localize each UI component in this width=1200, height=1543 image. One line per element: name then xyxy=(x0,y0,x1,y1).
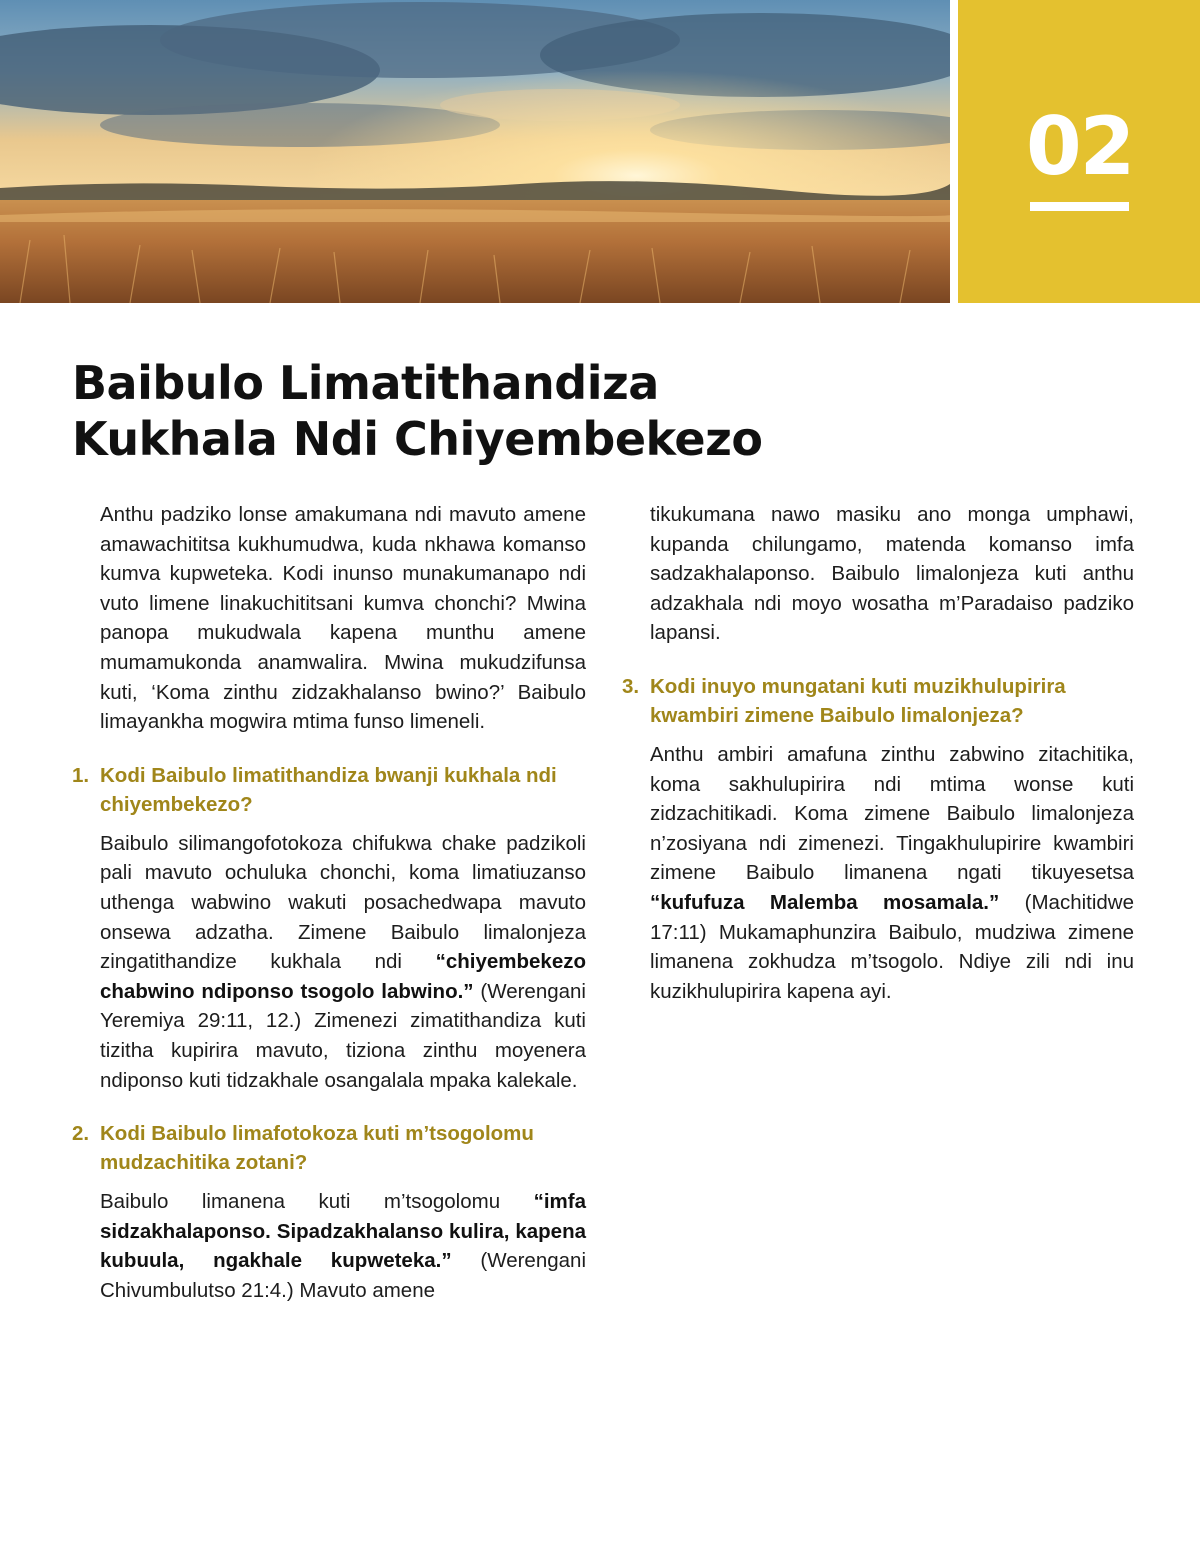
right-column xyxy=(622,500,1134,1006)
question-3 xyxy=(622,672,1134,730)
answer-1-text-a: Baibulo silimangofotokoza chifukwa chake padzikoli pali mavuto ochuluka chonchi, koma limatiuzanso uthenga wabwino wakuti posachedwapa mavuto onsewa adzatha. Zimene Baibulo limalonjeza zingatithandize kukhala ndi xyxy=(100,831,586,974)
intro-paragraph: Anthu padziko lonse amakumana ndi mavuto amene amawachititsa kukhumudwa, kuda nkhawa komanso kumva kupweteka. Kodi inunso munakumanapo ndi vuto limene linakuchititsani kumva chonchi? Mwina panopa mukudwala kapena munthu amene mumamukonda anamwalira. Mwina mukudzifunsa kuti, ‘Koma zinthu zidzakhalanso bwino?’ Baibulo limayankha mogwira mtima funso limeneli. xyxy=(100,503,586,734)
left-column xyxy=(72,500,586,1305)
answer-1-text-b: (Werengani Yeremiya 29:11, 12.) Zimenezi zimatithandiza kuti tizitha kupirira mavuto, tiziona zinthu moyenera ndiponso kuti tidzakhale osangalala mpaka kalekale. xyxy=(100,979,586,1092)
answer-3 xyxy=(622,740,1134,1006)
lesson-number: 02 xyxy=(1026,100,1134,193)
question-2-number: 2. xyxy=(72,1122,90,1146)
number-underline xyxy=(1030,202,1129,211)
title-line-1: Baibulo Limatithandiza xyxy=(72,356,659,410)
question-1-number: 1. xyxy=(72,763,90,787)
title-line-2: Kukhala Ndi Chiyembekezo xyxy=(72,412,763,466)
page-title xyxy=(72,355,1072,467)
answer-2-text-a: Baibulo limanena kuti m’tsogolomu xyxy=(100,1190,534,1214)
answer-3-quote: “kufufuza Malemba mosamala.” xyxy=(650,890,1000,914)
answer-2-text-b: (Werengani Chivumbulutso 21:4.) Mavuto amene xyxy=(100,1249,586,1302)
answer-1-quote: “chiyembekezo chabwino ndiponso tsogolo labwino.” xyxy=(100,950,586,1003)
lesson-number-block xyxy=(958,0,1200,303)
question-3-number: 3. xyxy=(622,674,640,698)
answer-2-quote: “imfa sidzakhalaponso. Sipadzakhalanso kulira, kapena kubuula, ngakhale kupweteka.” xyxy=(100,1190,586,1273)
answer-3-text-a: Anthu ambiri amafuna zinthu zabwino zitachitika, koma sakhulupirira ndi mtima wonse kuti zidzachitikadi. Koma zimene Baibulo limalonjeza n’zosiyana ndi zimenezi. Tingakhulupirire kwambiri zimene Baibulo limanena ngati tikuyesetsa xyxy=(650,742,1134,885)
answer-2 xyxy=(72,1187,586,1305)
question-1-text: Kodi Baibulo limatithandiza bwanji kukhala ndi chiyembekezo? xyxy=(100,763,557,816)
question-2-text: Kodi Baibulo limafotokoza kuti m’tsogolomu mudzachitika zotani? xyxy=(100,1122,534,1175)
answer-1 xyxy=(72,829,586,1095)
header-photo xyxy=(0,0,950,303)
question-2 xyxy=(72,1119,586,1177)
question-3-text: Kodi inuyo mungatani kuti muzikhulupirira kwambiri zimene Baibulo limalonjeza? xyxy=(650,674,1066,727)
answer-3-text-b: (Machitidwe 17:11) Mukamaphunzira Baibulo, mudziwa zimene limanena zokhudza m’tsogolo. Ndiye zili ndi inu kuzikhulupirira kapena ayi. xyxy=(650,890,1134,1003)
answer-2-continued: tikukumana nawo masiku ano monga umphawi, kupanda chilungamo, matenda komanso imfa sadzakhalaponso. Baibulo limalonjeza kuti anthu adzakhala ndi moyo wosatha m’Paradaiso padziko lapansi. xyxy=(650,503,1134,645)
question-1 xyxy=(72,761,586,819)
